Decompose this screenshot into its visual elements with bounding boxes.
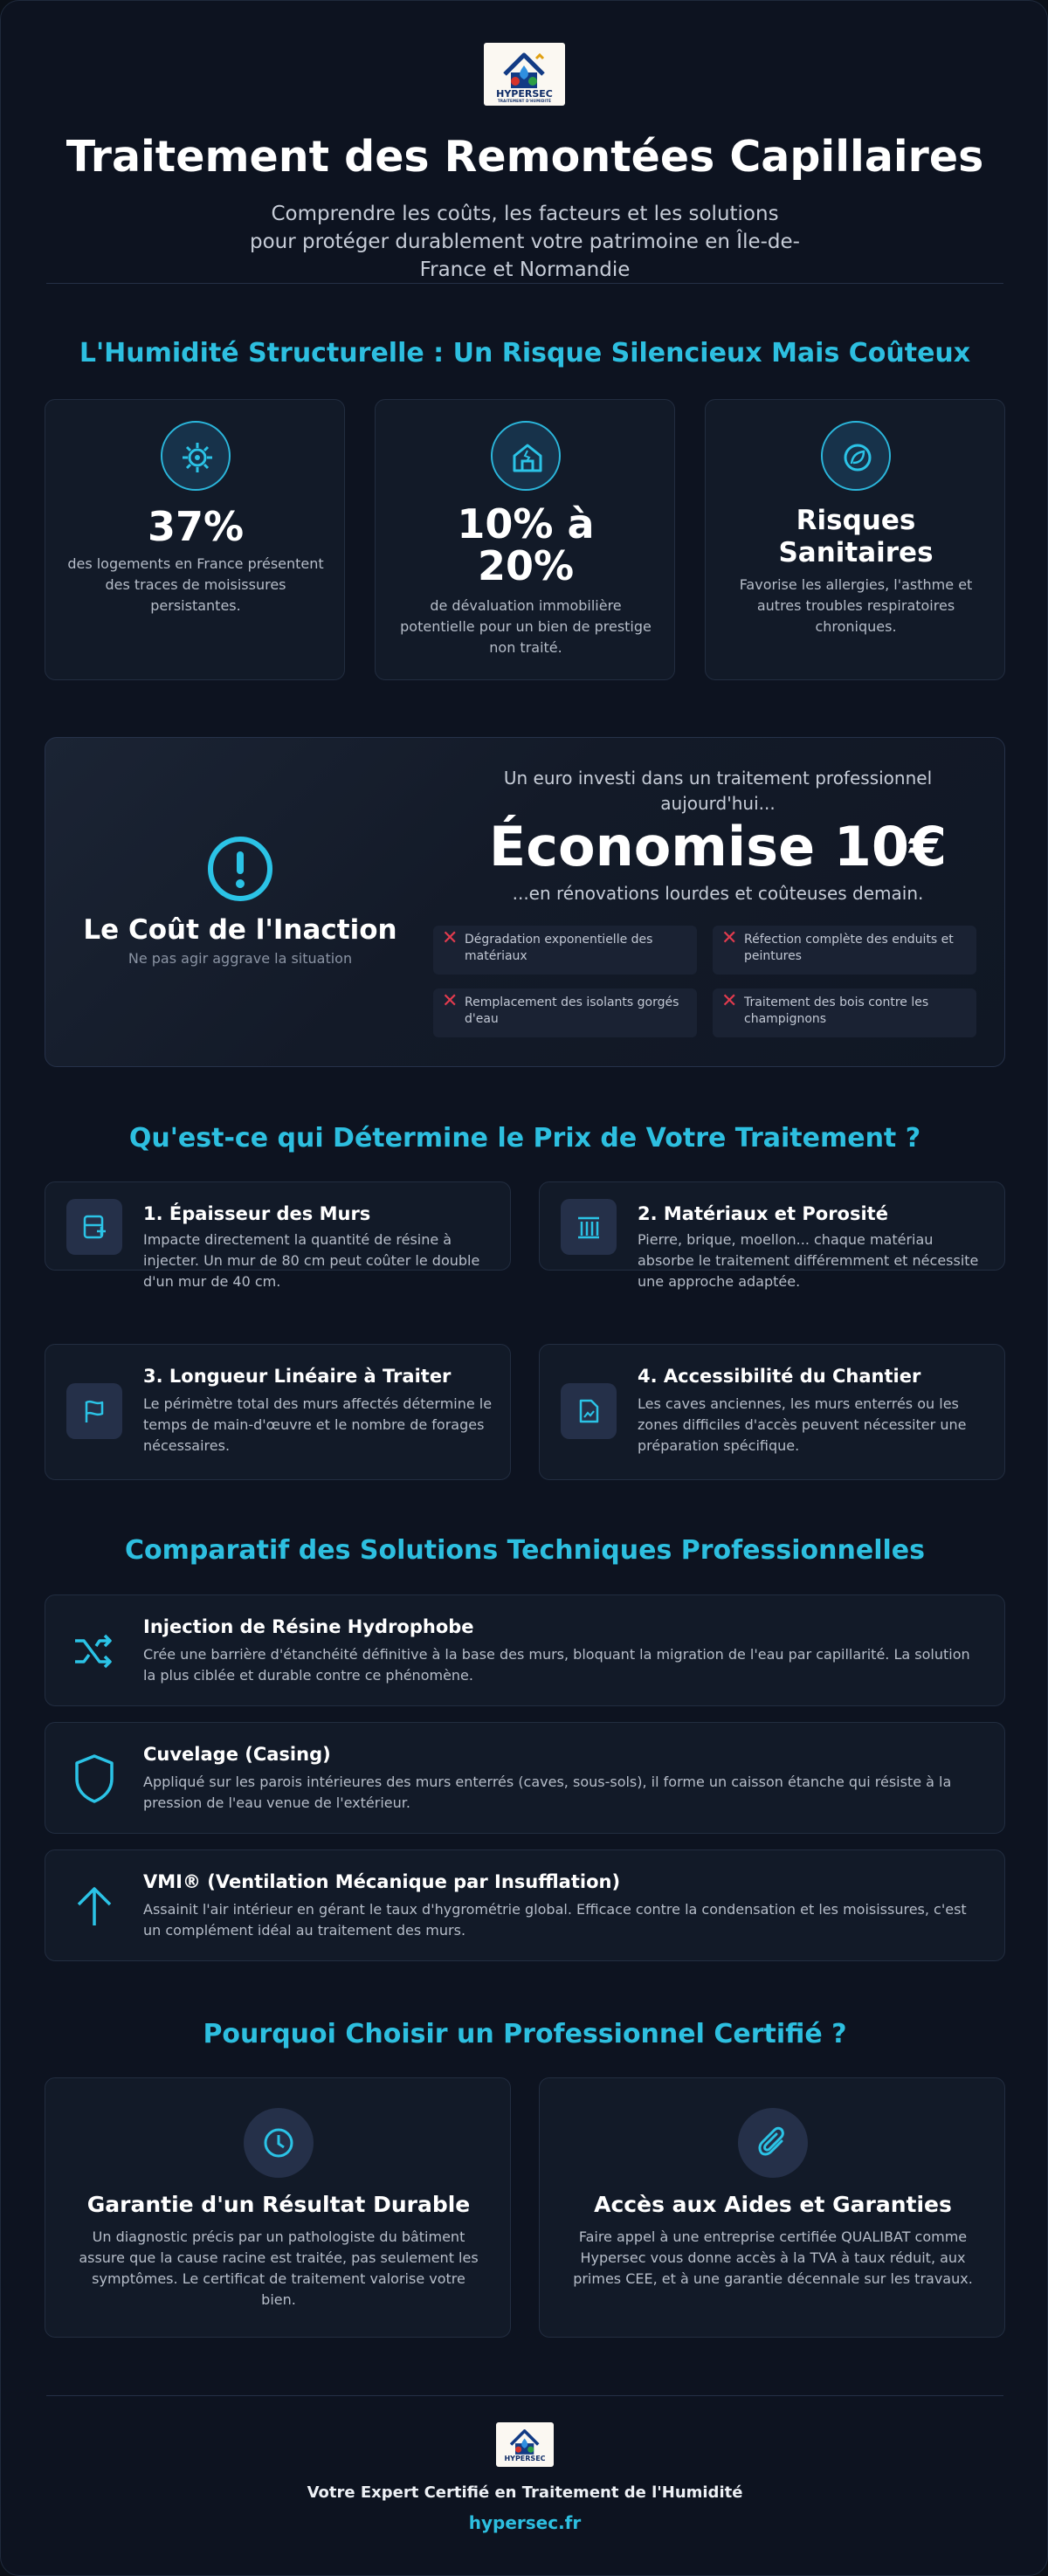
inaction-bullet-3: ✕ Remplacement des isolants gorgés d'eau — [433, 988, 697, 1037]
section-title-factors: Qu'est-ce qui Détermine le Prix de Votre Traitement ? — [128, 1123, 921, 1154]
factor-title-3: 3. Longueur Linéaire à Traiter — [143, 1366, 452, 1387]
inaction-follow: ...en rénovations lourdes et coûteuses demain. — [512, 883, 924, 904]
factor-text-3: Le périmètre total des murs affectés détermine le temps de main-d'œuvre et le nombre de forages nécessaires. — [143, 1395, 493, 1454]
factor-title-4: 4. Accessibilité du Chantier — [638, 1366, 921, 1387]
file-chart-icon — [561, 1383, 617, 1439]
columns-icon — [561, 1199, 617, 1255]
solution-text-2: Appliqué sur les parois intérieures des murs enterrés (caves, sous-sols), il forme un caisson étanche qui résiste à la pression de l'eau venue de l'extérieur. — [143, 1774, 952, 1811]
solution-card-2 — [45, 1722, 1005, 1834]
divider — [46, 283, 1003, 284]
solution-card-3 — [45, 1849, 1005, 1961]
solution-title-3: VMI® (Ventilation Mécanique par Insufflation) — [143, 1871, 621, 1892]
inaction-bullet-2: ✕ Réfection complète des enduits et peintures — [713, 926, 976, 975]
inaction-subtitle: Ne pas agir aggrave la situation — [128, 950, 353, 967]
cross-icon: ✕ — [442, 990, 458, 1012]
alert-circle-icon — [205, 834, 275, 904]
factor-card-2 — [539, 1181, 1005, 1290]
leaf-icon — [821, 421, 891, 491]
page-subtitle: Comprendre les coûts, les facteurs et les solutions pour protéger durablement votre patrimoine en Île-de-France et Normandie — [250, 203, 800, 281]
footer-logo — [496, 2422, 554, 2467]
footer-divider — [46, 2395, 1003, 2396]
cross-icon: ✕ — [442, 927, 458, 949]
factor-title-2: 2. Matériaux et Porosité — [638, 1203, 888, 1224]
footer-tagline: Votre Expert Certifié en Traitement de l'Humidité — [307, 2483, 743, 2502]
clock-icon — [244, 2108, 314, 2178]
factor-text-1: Impacte directement la quantité de résine à injecter. Un mur de 80 cm peut coûter le double d'un mur de 40 cm. — [143, 1231, 480, 1290]
brand-logo — [484, 43, 565, 106]
factor-card-4 — [539, 1344, 1005, 1480]
inaction-title: Le Coût de l'Inaction — [83, 914, 397, 946]
inaction-lead: Un euro investi dans un traitement professionnel aujourd'hui... — [503, 768, 933, 814]
inaction-bullet-1: ✕ Dégradation exponentielle des matériaux — [433, 926, 697, 975]
paperclip-icon — [738, 2108, 808, 2178]
wall-icon — [66, 1199, 122, 1255]
why-title-2: Accès aux Aides et Garanties — [594, 2192, 952, 2217]
why-text-2: Faire appel à une entreprise certifiée QUALIBAT comme Hypersec vous donne accès à la TVA à taux réduit, aux primes CEE, et à une garantie décennale sur les travaux. — [573, 2228, 973, 2287]
footer-link[interactable]: hypersec.fr — [468, 2512, 582, 2533]
footer-brand-name: HYPERSEC — [504, 2455, 546, 2462]
risk-card-3 — [705, 399, 1005, 680]
why-text-1: Un diagnostic précis par un pathologiste du bâtiment assure que la cause racine est traitée, pas seulement les symptômes. Le certificat de traitement valorise votre bien. — [79, 2228, 479, 2308]
shuffle-icon — [72, 1629, 117, 1674]
factor-title-1: 1. Épaisseur des Murs — [143, 1203, 371, 1224]
flag-icon — [66, 1383, 122, 1439]
risk-text-3: Favorise les allergies, l'asthme et autres troubles respiratoires chroniques. — [739, 576, 973, 635]
shield-icon — [72, 1753, 117, 1805]
risk-text-2: de dévaluation immobilière potentielle pour un bien de prestige non traité. — [400, 597, 652, 656]
risk-stat-2: 10% à 20% — [457, 500, 595, 589]
solution-title-1: Injection de Résine Hydrophobe — [143, 1616, 474, 1637]
section-title-solutions: Comparatif des Solutions Techniques Professionnelles — [125, 1535, 925, 1566]
risk-stat-3: Risques Sanitaires — [778, 505, 934, 568]
page-title: Traitement des Remontées Capillaires — [66, 132, 984, 182]
why-card-1 — [45, 2077, 511, 2338]
inaction-panel — [45, 737, 1005, 1067]
section-title-risk: L'Humidité Structurelle : Un Risque Silencieux Mais Coûteux — [79, 338, 971, 368]
virus-icon — [161, 421, 231, 491]
inaction-bullet-4: ✕ Traitement des bois contre les champignons — [713, 988, 976, 1037]
solution-text-3: Assainit l'air intérieur en gérant le taux d'hygrométrie global. Efficace contre la condensation et les moisissures, c'est un complément idéal au traitement des murs. — [143, 1901, 967, 1939]
solution-card-1 — [45, 1595, 1005, 1706]
why-title-1: Garantie d'un Résultat Durable — [86, 2192, 471, 2217]
solution-text-1: Crée une barrière d'étanchéité définitive à la base des murs, bloquant la migration de l'eau par capillarité. La solution la plus ciblée et durable contre ce phénomène. — [143, 1646, 970, 1684]
brand-name: HYPERSEC — [496, 88, 553, 100]
factor-card-1 — [45, 1181, 511, 1290]
risk-card-1 — [45, 399, 345, 680]
factor-text-4: Les caves anciennes, les murs enterrés ou les zones difficiles d'accès peuvent nécessiter une préparation spécifique. — [638, 1395, 967, 1454]
factor-card-3 — [45, 1344, 511, 1480]
solution-title-2: Cuvelage (Casing) — [143, 1744, 331, 1765]
factor-text-2: Pierre, brique, moellon... chaque matériau absorbe le traitement différemment et nécessite une approche adaptée. — [638, 1231, 979, 1290]
cross-icon: ✕ — [721, 990, 738, 1012]
house-damage-icon — [491, 421, 561, 491]
risk-stat-1: 37% — [147, 503, 245, 550]
arrow-up-icon — [72, 1884, 117, 1929]
why-card-2 — [539, 2077, 1005, 2338]
risk-card-2 — [375, 399, 675, 680]
inaction-headline: Économise 10€ — [488, 815, 948, 878]
cross-icon: ✕ — [721, 927, 738, 949]
risk-text-1: des logements en France présentent des traces de moisissures persistantes. — [67, 555, 324, 614]
brand-tagline: TRAITEMENT D'HUMIDITÉ — [497, 99, 552, 103]
section-title-why: Pourquoi Choisir un Professionnel Certifié ? — [203, 2019, 847, 2049]
